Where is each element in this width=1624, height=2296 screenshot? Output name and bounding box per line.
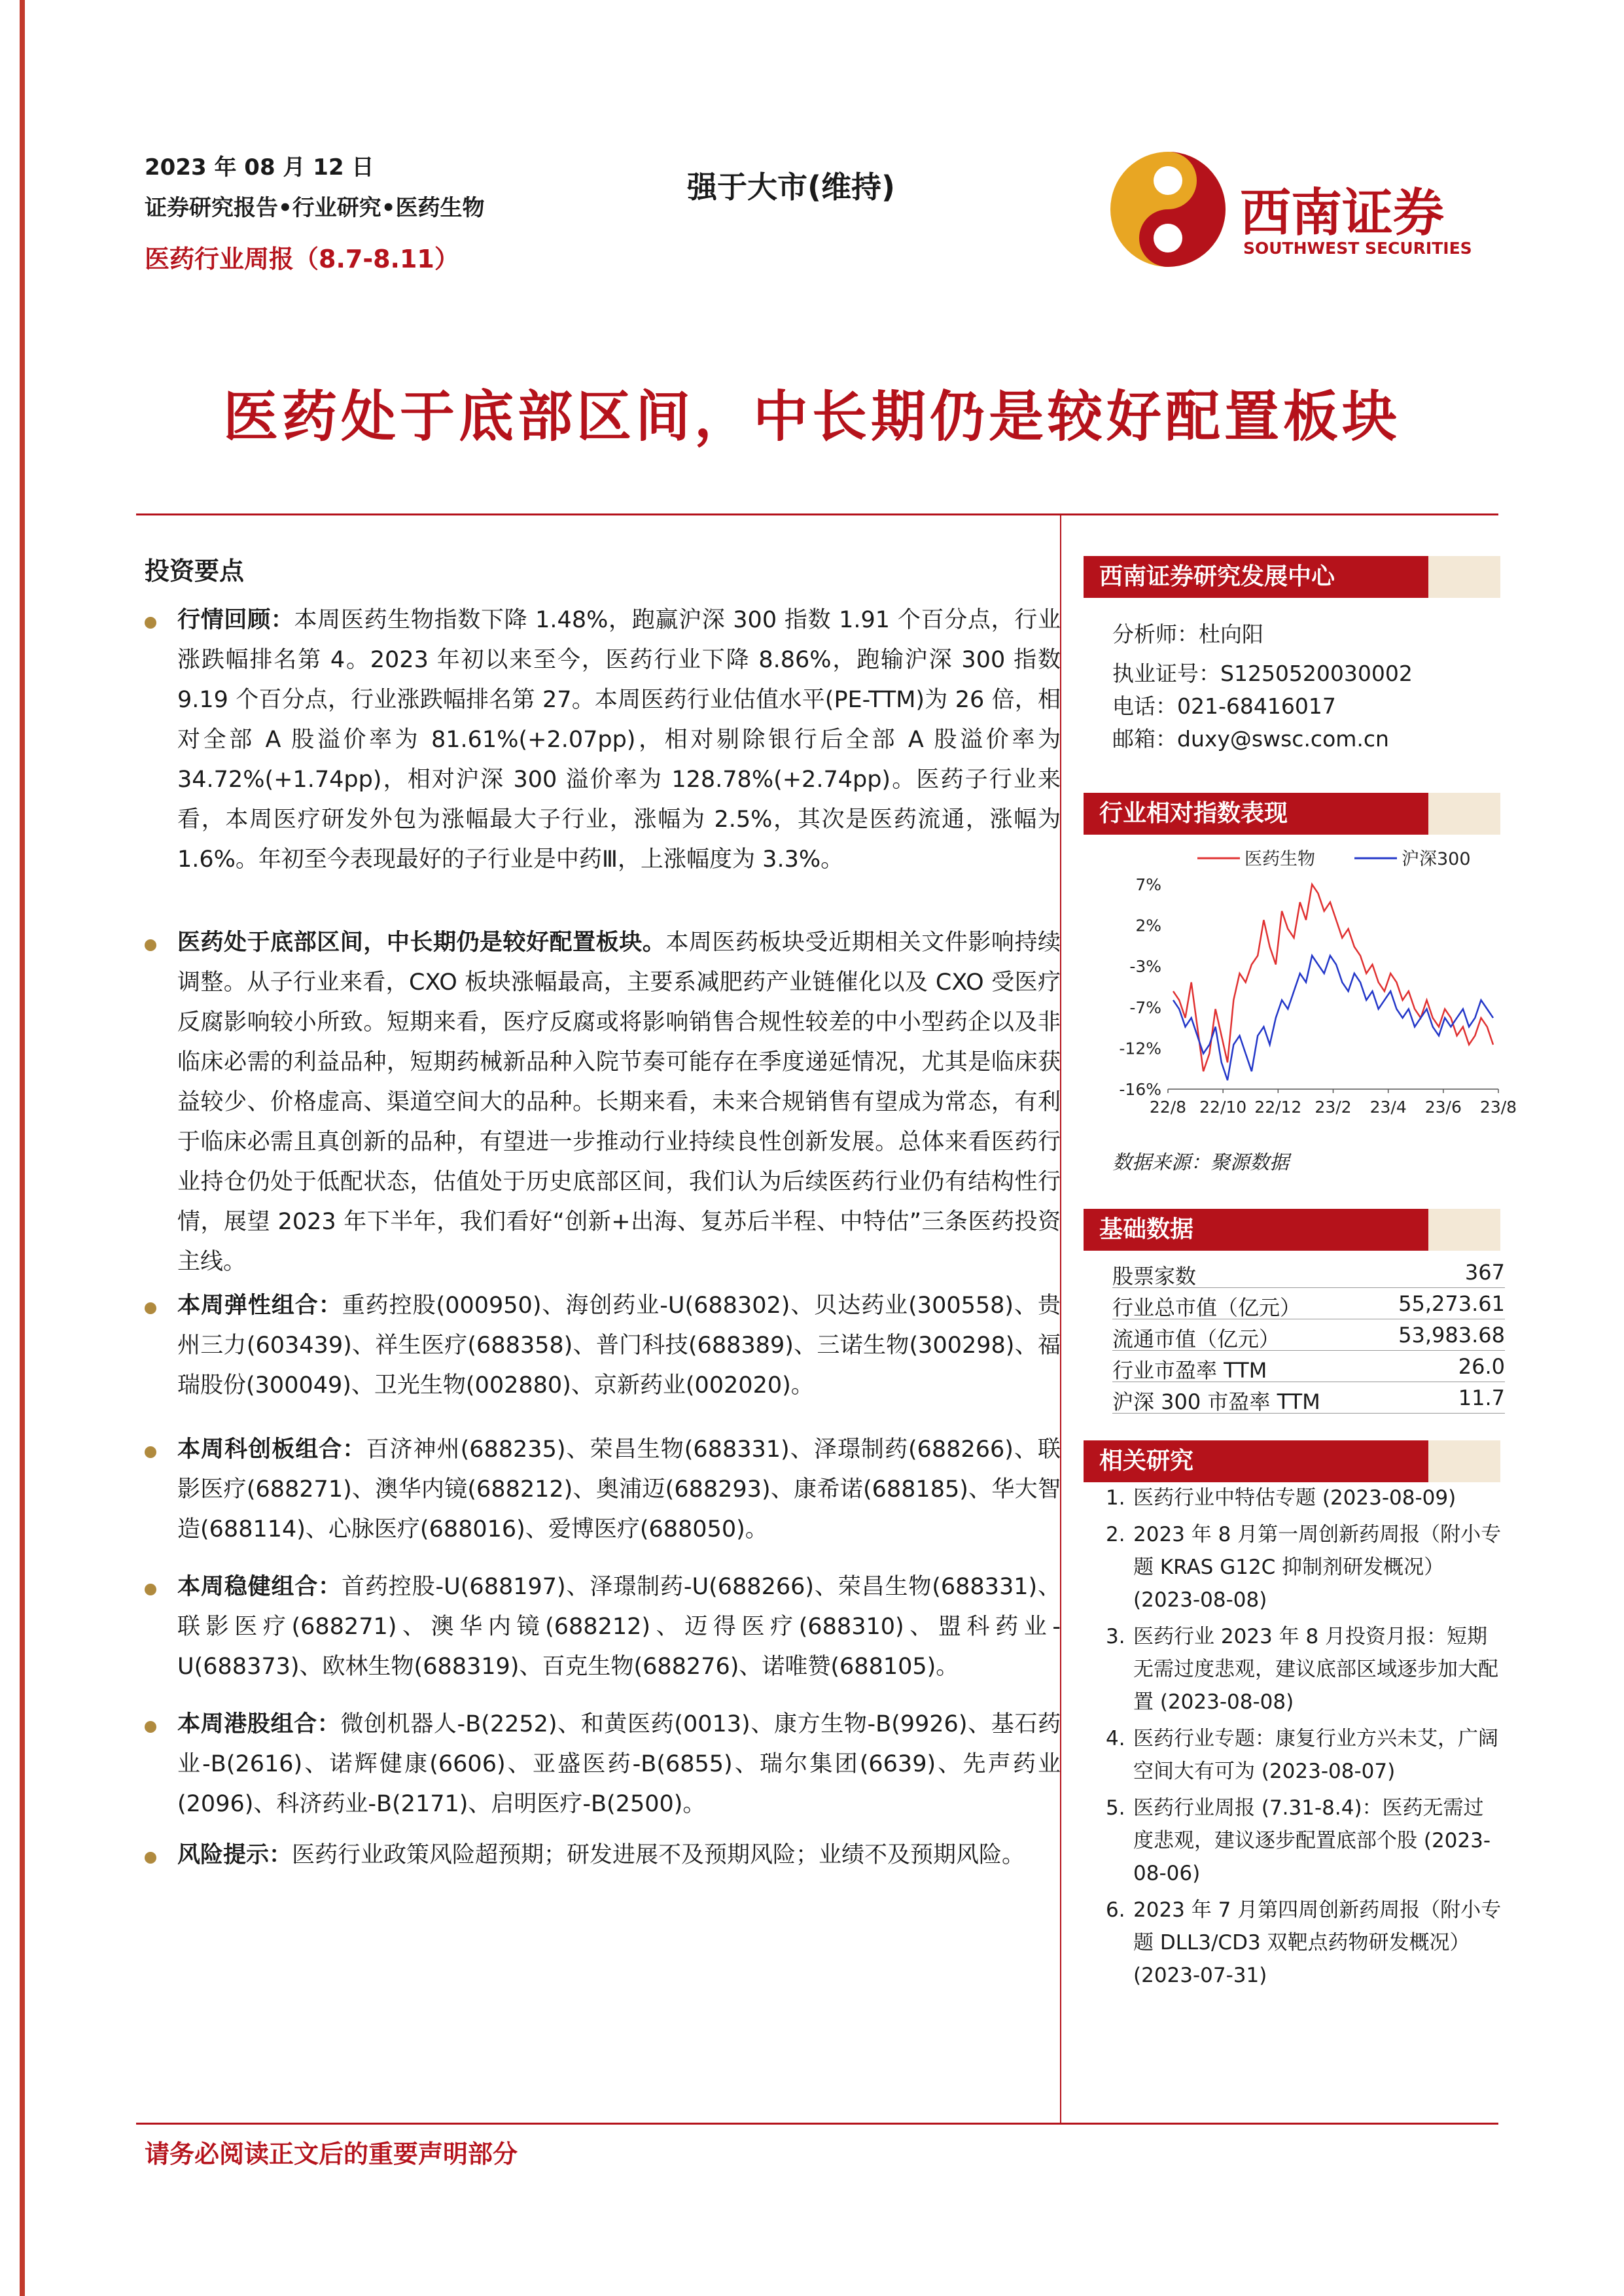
y-tick-label: -16%	[1119, 1080, 1161, 1099]
investment-item	[145, 923, 1061, 1282]
row-value: 11.7	[1458, 1385, 1505, 1410]
investment-item	[145, 1835, 1061, 1875]
row-value: 26.0	[1458, 1354, 1505, 1379]
header-divider	[136, 513, 1498, 515]
item-label: 本周科创板组合：	[177, 1436, 366, 1463]
item-label: 本周稳健组合：	[177, 1574, 342, 1600]
row-label: 行业市盈率 TTM	[1112, 1358, 1267, 1383]
chart-heading-bar	[1084, 793, 1500, 835]
investment-item	[145, 1705, 1061, 1824]
x-tick-label: 22/12	[1254, 1098, 1302, 1117]
item-label: 本周港股组合：	[177, 1711, 341, 1737]
disclaimer-notice: 请务必阅读正文后的重要声明部分	[145, 2140, 518, 2168]
data-source: 数据来源：聚源数据	[1112, 1151, 1289, 1174]
row-label: 行业总市值（亿元）	[1112, 1295, 1301, 1320]
basic-data-bar	[1084, 1209, 1500, 1251]
related-heading: 相关研究	[1099, 1448, 1194, 1474]
y-tick-label: -7%	[1129, 998, 1161, 1017]
company-logo	[1106, 147, 1511, 271]
report-title: 医药处于底部区间，中长期仍是较好配置板块	[222, 385, 1401, 449]
analyst-name: 分析师：杜向阳	[1112, 621, 1263, 647]
analyst-phone: 电话：021-68416017	[1112, 693, 1336, 719]
related-item[interactable]: 4. 医药行业专题：康复行业方兴未艾，广阔空间大有可为 (2023-08-07)	[1106, 1727, 1498, 1783]
item-text: 医药行业政策风险超预期；研发进展不及预期风险；业绩不及预期风险。	[292, 1842, 1025, 1868]
series-line-沪深300	[1173, 956, 1493, 1081]
related-item[interactable]: 1. 医药行业中特估专题 (2023-08-09)	[1106, 1486, 1456, 1510]
item-label: 风险提示：	[177, 1842, 292, 1868]
report-date: 2023 年 08 月 12 日	[145, 154, 374, 181]
chart-heading: 行业相对指数表现	[1099, 800, 1288, 827]
item-label: 本周弹性组合：	[177, 1293, 342, 1319]
investment-heading: 投资要点	[145, 557, 245, 585]
related-item[interactable]: 5. 医药行业周报 (7.31-8.4)：医药无需过度悲观，建议逐步配置底部个股 (2023-08-06)	[1106, 1796, 1491, 1885]
item-text: 百济神州(688235)、荣昌生物(688331)、泽璟制药(688266)、联影医疗(688271)、澳华内镜(688212)、奥浦迈(688293)、康希诺(688185)、华大智造(688114)、心脉医疗(688016)、爱博医疗(688050)。	[177, 1436, 1061, 1542]
item-text: 重药控股(000950)、海创药业-U(688302)、贝达药业(300558)、贵州三力(603439)、祥生医疗(688358)、普门科技(688389)、三诺生物(300298)、福瑞股份(300049)、卫光生物(002880)、京新药业(002020)。	[177, 1293, 1061, 1399]
y-tick-label: 7%	[1135, 875, 1161, 894]
x-tick-label: 23/6	[1424, 1098, 1462, 1117]
investment-item	[145, 1286, 1061, 1406]
row-value: 367	[1464, 1260, 1505, 1285]
analyst-email: 邮箱：duxy@swsc.com.cn	[1112, 726, 1389, 752]
legend-label: 医药生物	[1244, 849, 1315, 869]
research-center-label: 西南证券研究发展中心	[1099, 563, 1335, 590]
item-text: 微创机器人-B(2252)、和黄医药(0013)、康方生物-B(9926)、基石药业-B(2616)、诺辉健康(6606)、亚盛医药-B(6855)、瑞尔集团(6639)、先声药业(2096)、科济药业-B(2171)、启明医疗-B(2500)。	[177, 1711, 1061, 1817]
y-tick-label: -12%	[1119, 1039, 1161, 1058]
related-item[interactable]: 3. 医药行业 2023 年 8 月投资月报：短期无需过度悲观，建议底部区域逐步加大配置 (2023-08-08)	[1106, 1625, 1498, 1714]
row-label: 流通市值（亿元）	[1112, 1327, 1280, 1351]
x-tick-label: 23/4	[1369, 1098, 1407, 1117]
y-tick-label: -3%	[1129, 957, 1161, 977]
x-tick-label: 23/8	[1479, 1098, 1517, 1117]
logo-cn: 西南证券	[1240, 183, 1445, 243]
item-text: 首药控股-U(688197)、泽璟制药-U(688266)、荣昌生物(688331)、联影医疗(688271)、澳华内镜(688212)、迈得医疗(688310)、盟科药业-U(688373)、欧林生物(688319)、百克生物(688276)、诺唯赞(688105)。	[177, 1574, 1061, 1680]
item-label: 医药处于底部区间，中长期仍是较好配置板块。	[177, 930, 666, 956]
x-tick-label: 22/8	[1149, 1098, 1187, 1117]
row-value: 53,983.68	[1398, 1323, 1505, 1348]
rating: 强于大市(维持)	[687, 169, 896, 205]
investment-item	[145, 600, 1061, 880]
x-tick-label: 22/10	[1199, 1098, 1247, 1117]
logo-en: SOUTHWEST SECURITIES	[1243, 239, 1472, 258]
report-category: 证券研究报告•行业研究•医药生物	[145, 195, 485, 221]
legend-label: 沪深300	[1402, 849, 1471, 869]
left-edge-stripe	[20, 0, 25, 2296]
series-line-医药生物	[1173, 884, 1493, 1071]
y-tick-label: 2%	[1135, 916, 1161, 935]
relative-index-chart	[1106, 844, 1517, 1125]
basic-data-row	[1112, 1287, 1505, 1319]
report-series: 医药行业周报（8.7-8.11）	[145, 245, 459, 273]
x-tick-label: 23/2	[1315, 1098, 1352, 1117]
basic-data-row	[1112, 1256, 1505, 1288]
basic-data-row	[1112, 1382, 1505, 1414]
basic-data-row	[1112, 1319, 1505, 1351]
row-label: 沪深 300 市盈率 TTM	[1112, 1389, 1320, 1414]
related-research-list	[1106, 1482, 1502, 1992]
basic-data-heading: 基础数据	[1099, 1216, 1194, 1243]
related-item[interactable]: 2. 2023 年 8 月第一周创新药周报（附小专题 KRAS G12C 抑制剂研发概况） (2023-08-08)	[1106, 1523, 1502, 1612]
item-text: 本周医药生物指数下降 1.48%，跑赢沪深 300 指数 1.91 个百分点，行业涨跌幅排名第 4。2023 年初以来至今，医药行业下降 8.86%，跑输沪深 300 指数 9.19 个百分点，行业涨跌幅排名第 27。本周医药行业估值水平(PE-TTM)为 26 倍，相对全部 A 股溢价率为 81.61%(+2.07pp)，相对剔除银行后全部 A 股溢价率为 34.72%(+1.74pp)，相对沪深 300 溢价率为 128.78%(+2.74pp)。医药子行业来看，本周医疗研发外包为涨幅最大子行业，涨幅为 2.5%，其次是医药流通，涨幅为 1.6%。年初至今表现最好的子行业是中药Ⅲ，上涨幅度为 3.3%。	[177, 607, 1061, 873]
investment-item	[145, 1430, 1061, 1550]
item-label: 行情回顾：	[177, 607, 294, 633]
logo-emblem-icon	[1106, 147, 1230, 271]
research-center-bar	[1084, 556, 1500, 598]
analyst-license: 执业证号：S1250520030002	[1112, 661, 1413, 686]
investment-item	[145, 1567, 1061, 1687]
related-research-bar	[1084, 1440, 1500, 1482]
row-value: 55,273.61	[1398, 1291, 1505, 1316]
row-label: 股票家数	[1112, 1264, 1197, 1289]
item-text: 本周医药板块受近期相关文件影响持续调整。从子行业来看，CXO 板块涨幅最高，主要系减肥药产业链催化以及 CXO 受医疗反腐影响较小所致。短期来看，医疗反腐或将影响销售合规性较差的中小型药企以及非临床必需的利益品种，短期药械新品种入院节奏可能存在季度递延情况，尤其是临床获益较少、价格虚高、渠道空间大的品种。长期来看，未来合规销售有望成为常态，有利于临床必需且真创新的品种，有望进一步推动行业持续良性创新发展。总体来看医药行业持仓仍处于低配状态，估值处于历史底部区间，我们认为后续医药行业仍有结构性行情，展望 2023 年下半年，我们看好“创新+出海、复苏后半程、中特估”三条医药投资主线。	[177, 930, 1061, 1275]
related-item[interactable]: 6. 2023 年 7 月第四周创新药周报（附小专题 DLL3/CD3 双靶点药物研发概况） (2023-07-31)	[1106, 1898, 1502, 1987]
footer-divider	[136, 2123, 1498, 2125]
basic-data-row	[1112, 1350, 1505, 1382]
